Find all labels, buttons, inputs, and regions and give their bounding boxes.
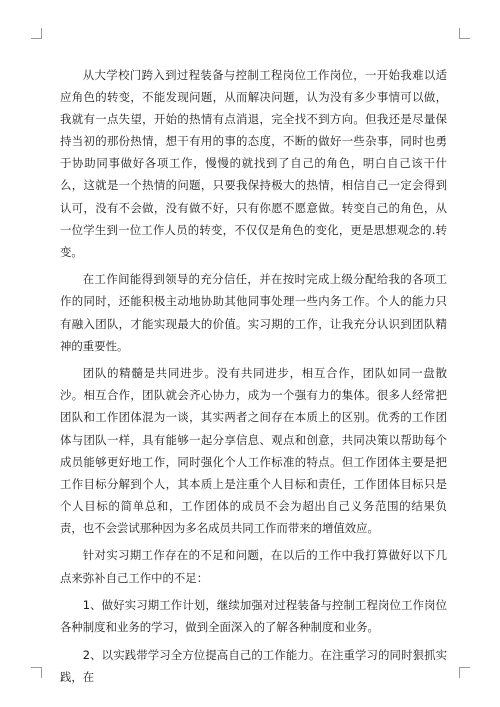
paragraph-1: 从大学校门跨入到过程装备与控制工程岗位工作岗位，一开始我难以适应角色的转变，不能发现问题，从而解决问题，认为没有多少事情可以做，我就有一点失望，开始的热情有点消退，完全找不到方向。但我还是尽量保持当初的那份热情，想干有用的事的态度，不断的做好一些杂事，同时也勇于协助同事做好各项工作，慢慢的就找到了自己的角色，明白自己该干什么，这就是一个热情的问题，只要我保持极大的热情，相信自己一定会得到认可，没有不会做，没有做不好，只有你愿不愿意做。转变自己的角色，从一位学生到一位工作人员的转变，不仅仅是角色的变化，更是思想观念的.转变。 — [60, 68, 447, 259]
crop-mark-top-right — [459, 28, 470, 39]
paragraph-4: 针对实习期工作存在的不足和问题，在以后的工作中我打算做好以下几点来弥补自己工作中的不足： — [60, 548, 447, 585]
crop-mark-bottom-left — [31, 667, 42, 678]
document-body — [60, 64, 447, 694]
paragraph-5: 1、做好实习期工作计划，继续加强对过程装备与控制工程岗位工作岗位各种制度和业务的学习，做到全面深入的了解各种制度和业务。 — [60, 598, 447, 635]
paragraph-3: 团队的精髓是共同进步。没有共同进步，相互合作，团队如同一盘散沙。相互合作，团队就会齐心协力，成为一个强有力的集体。很多人经常把团队和工作团体混为一谈，其实两者之间存在本质上的区别。优秀的工作团体与团队一样，具有能够一起分享信息、观点和创意，共同决策以帮助每个成员能够更好地工作，同时强化个人工作标准的特点。但工作团体主要是把工作目标分解到个人，其本质上是注重个人目标和责任，工作团体目标只是个人目标的简单总和，工作团体的成员不会为超出自己义务范围的结果负责，也不会尝试那种因为多名成员共同工作而带来的增值效应。 — [60, 366, 447, 535]
crop-mark-bottom-right — [459, 667, 470, 678]
paragraph-6: 2、以实践带学习全方位提高自己的工作能力。在注重学习的同时狠抓实践，在 — [60, 647, 447, 684]
paragraph-2: 在工作间能得到领导的充分信任，并在按时完成上级分配给我的各项工作的同时，还能积极主动地协助其他同事处理一些内务工作。个人的能力只有融入团队，才能实现最大的价值。实习期的工作，让我充分认识到团队精神的重要性。 — [60, 272, 447, 353]
crop-mark-top-left — [31, 28, 42, 39]
